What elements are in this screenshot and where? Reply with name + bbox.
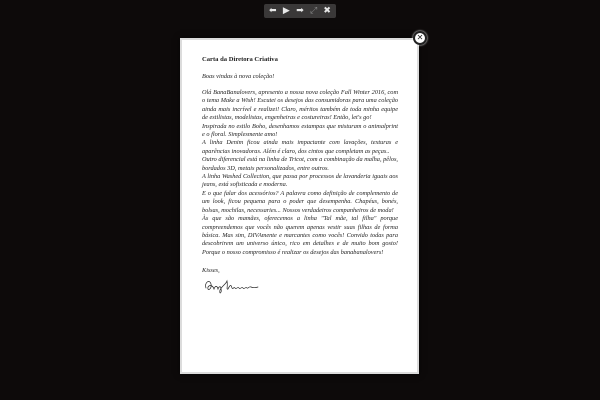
letter-paragraph: Inspirada no estilo Boho, desenhamos estampas que misturam o animalprint e o floral. Simplesmente amo!: [202, 122, 398, 139]
letter-title: Carta da Diretora Criativa: [202, 56, 278, 63]
signature-image: [202, 276, 266, 296]
next-arrow-icon[interactable]: ➡: [296, 6, 304, 16]
letter-paragraph: E o que falar dos acessórios? A palavra como definição de complemento de um look, ficou pequena para o poder que desempenha. Chapéus, bonés, bolsas, mochilas, necessaries... Nossos verdadeiros companheiros de moda!: [202, 189, 398, 214]
letter-paragraph: A linha Washed Collection, que passa por processos de lavanderia iguais aos jeans, está sofisticada e moderna.: [202, 173, 398, 189]
letter-paragraph: Outro diferencial está na linha de Tricot, com a combinação da malha, pêlos, bordados 3D, metais personalizados, entre outros.: [202, 156, 398, 172]
letter-paragraph: A linha Denim ficou ainda mais impactante com lavações, texturas e aparências inovadoras. Além é claro, dos cintos que completam as peças..: [202, 139, 398, 155]
slideshow-toolbar: [264, 4, 336, 18]
letter-body: [202, 89, 398, 257]
fullscreen-icon[interactable]: ⤢: [309, 6, 318, 16]
prev-arrow-icon[interactable]: ⬅: [269, 6, 277, 16]
letter-lightbox: [180, 38, 419, 374]
letter-paragraph: Às que são mamães, oferecemos a linha "Tal mãe, tal filha" porque compreendemos que vocês não querem apenas vestir suas filhas de forma básica. Mas sim, DIVAmente e marcantes como vocês! Convido todas para descobrirem um universo único, rico em detalhes e de muito bom gosto! Porque o nosso compromisso é realizar os desejos das banabanalovers!: [202, 215, 398, 256]
letter-greeting: Boas vindas à nova coleção!: [202, 73, 275, 80]
close-lightbox-button[interactable]: ✕: [413, 31, 427, 45]
letter-signoff: Kisses,: [202, 267, 220, 275]
play-icon[interactable]: ▶: [282, 6, 290, 16]
letter-paragraph: Olá BanaBanalovers, apresento a nossa nova coleção Fall Winter 2016, com o tema Make a Wish! Escutei os desejos das consumidoras para uma coleção ainda mais incrível e realizei! Claro, méritos também de toda minha equipe de estilistas, modelistas, engenheiras e costureiras! Então, let's go!: [202, 89, 398, 122]
close-icon[interactable]: ✖: [323, 6, 331, 16]
